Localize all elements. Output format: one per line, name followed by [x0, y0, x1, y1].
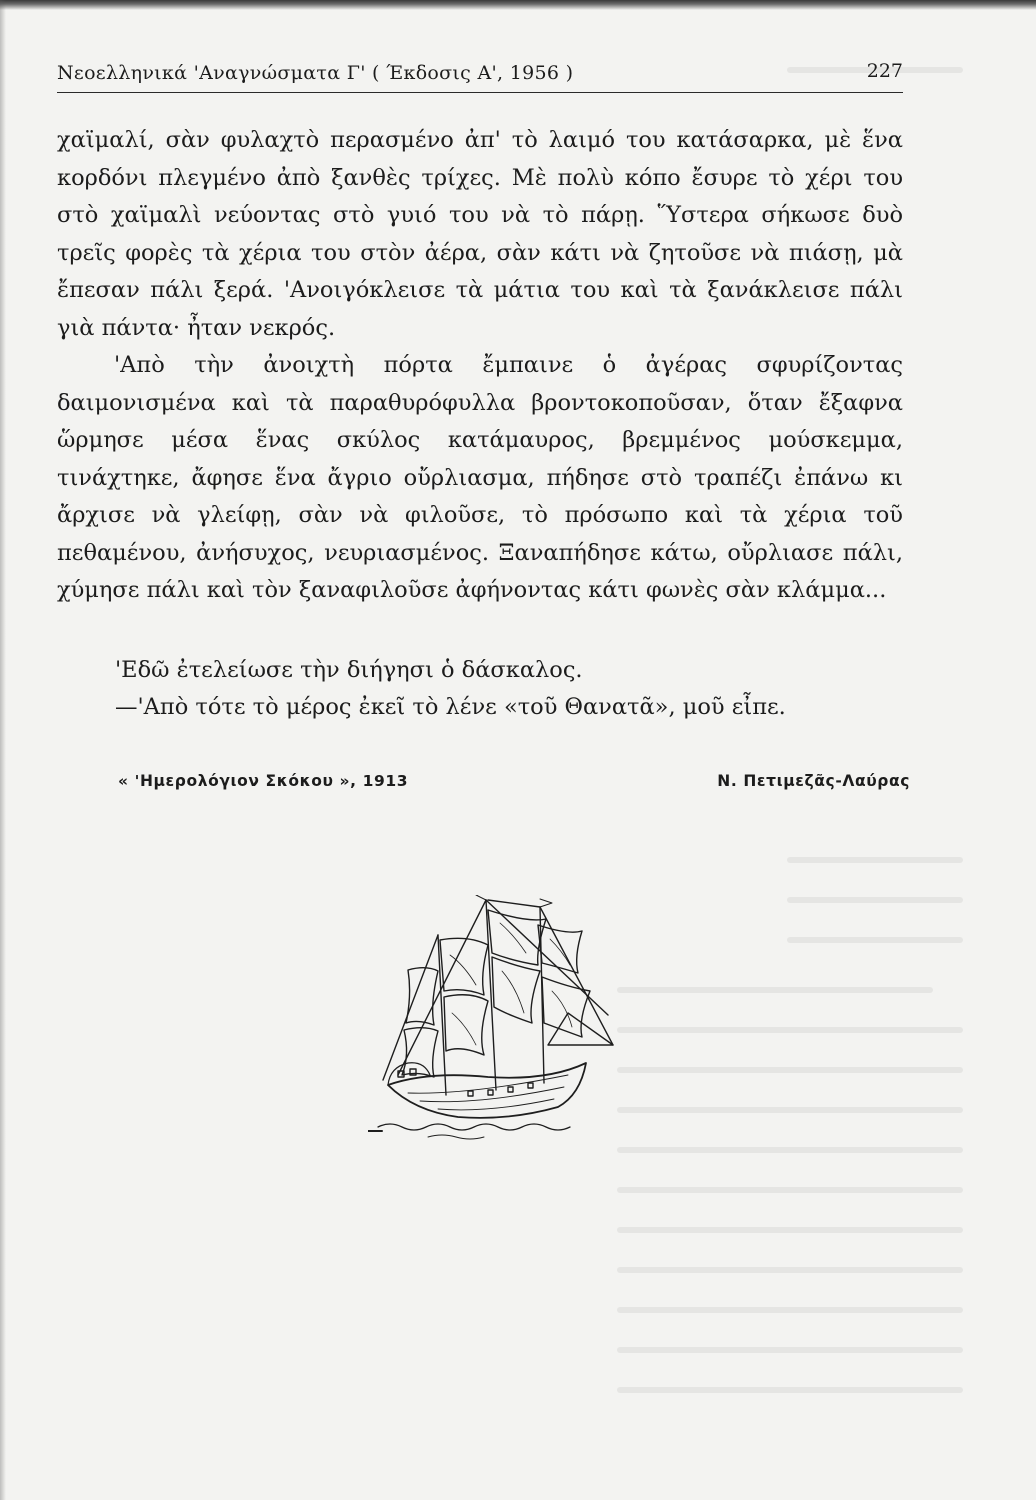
running-header [57, 56, 903, 93]
scan-edge-top [0, 0, 1036, 10]
body-text [57, 122, 903, 610]
closing-line-1: 'Εδῶ ἐτελείωσε τὴν διήγησι ὁ δάσκαλος. [115, 657, 583, 683]
paragraph-1: χαϊμαλί, σὰν φυλαχτὸ περασμένο ἀπ' τὸ λαιμό του κατάσαρκα, μὲ ἕνα κορδόνι πλεγμένο ἀπὸ ξανθὲς τρίχες. Μὲ πολὺ κόπο ἔσυρε τὸ χέρι του στὸ χαϊμαλὶ νεύοντας στὸ γυιό του νὰ τὸ πάρῃ. Ὕστερα σήκωσε δυὸ τρεῖς φορὲς τὰ χέρια του στὸν ἀέρα, σὰν κάτι νὰ ζητοῦσε νὰ πιάσῃ, μὰ ἔπεσαν πάλι ξερά. 'Ανοιγόκλεισε τὰ μάτια του καὶ τὰ ξανάκλεισε πάλι γιὰ πάντα· ἦταν νεκρός. [57, 127, 903, 341]
source-author: Ν. Πετιμεζᾶς-Λαύρας [717, 772, 910, 790]
source-line [118, 772, 910, 800]
page-number: 227 [866, 60, 903, 82]
closing-lines [115, 652, 915, 726]
sailing-ship-illustration [368, 895, 628, 1145]
paragraph-2: 'Απὸ τὴν ἀνοιχτὴ πόρτα ἔμπαινε ὁ ἀγέρας σφυρίζοντας δαιμονισμένα καὶ τὰ παραθυρόφυλλα βροντοκοποῦσαν, ὅταν ἔξαφνα ὥρμησε μέσα ἕνας σκύλος κατάμαυρος, βρεμμένος μούσκεμμα, τινάχτηκε, ἄφησε ἕνα ἄγριο οὔρλιασμα, πήδησε στὸ τραπέζι ἐπάνω κι ἄρχισε νὰ γλείφῃ, σὰν νὰ φιλοῦσε, τὸ πρόσωπο καὶ τὰ χέρια τοῦ πεθαμένου, ἀνήσυχος, νευριασμένος. Ξαναπήδησε κάτω, οὔρλιασε πάλι, χύμησε πάλι καὶ τὸν ξαναφιλοῦσε ἀφήνοντας κάτι φωνὲς σὰν κλάμμα... [57, 352, 903, 603]
scan-edge-left [0, 0, 6, 1500]
source-citation: « 'Ημερολόγιον Σκόκου », 1913 [118, 772, 409, 790]
header-title: Νεοελληνικά 'Αναγνώσματα Γ' ( Έκδοσις Α', 1956 ) [57, 62, 574, 84]
closing-line-2: —'Απὸ τότε τὸ μέρος ἐκεῖ τὸ λένε «τοῦ Θανατᾶ», μοῦ εἶπε. [115, 694, 786, 720]
